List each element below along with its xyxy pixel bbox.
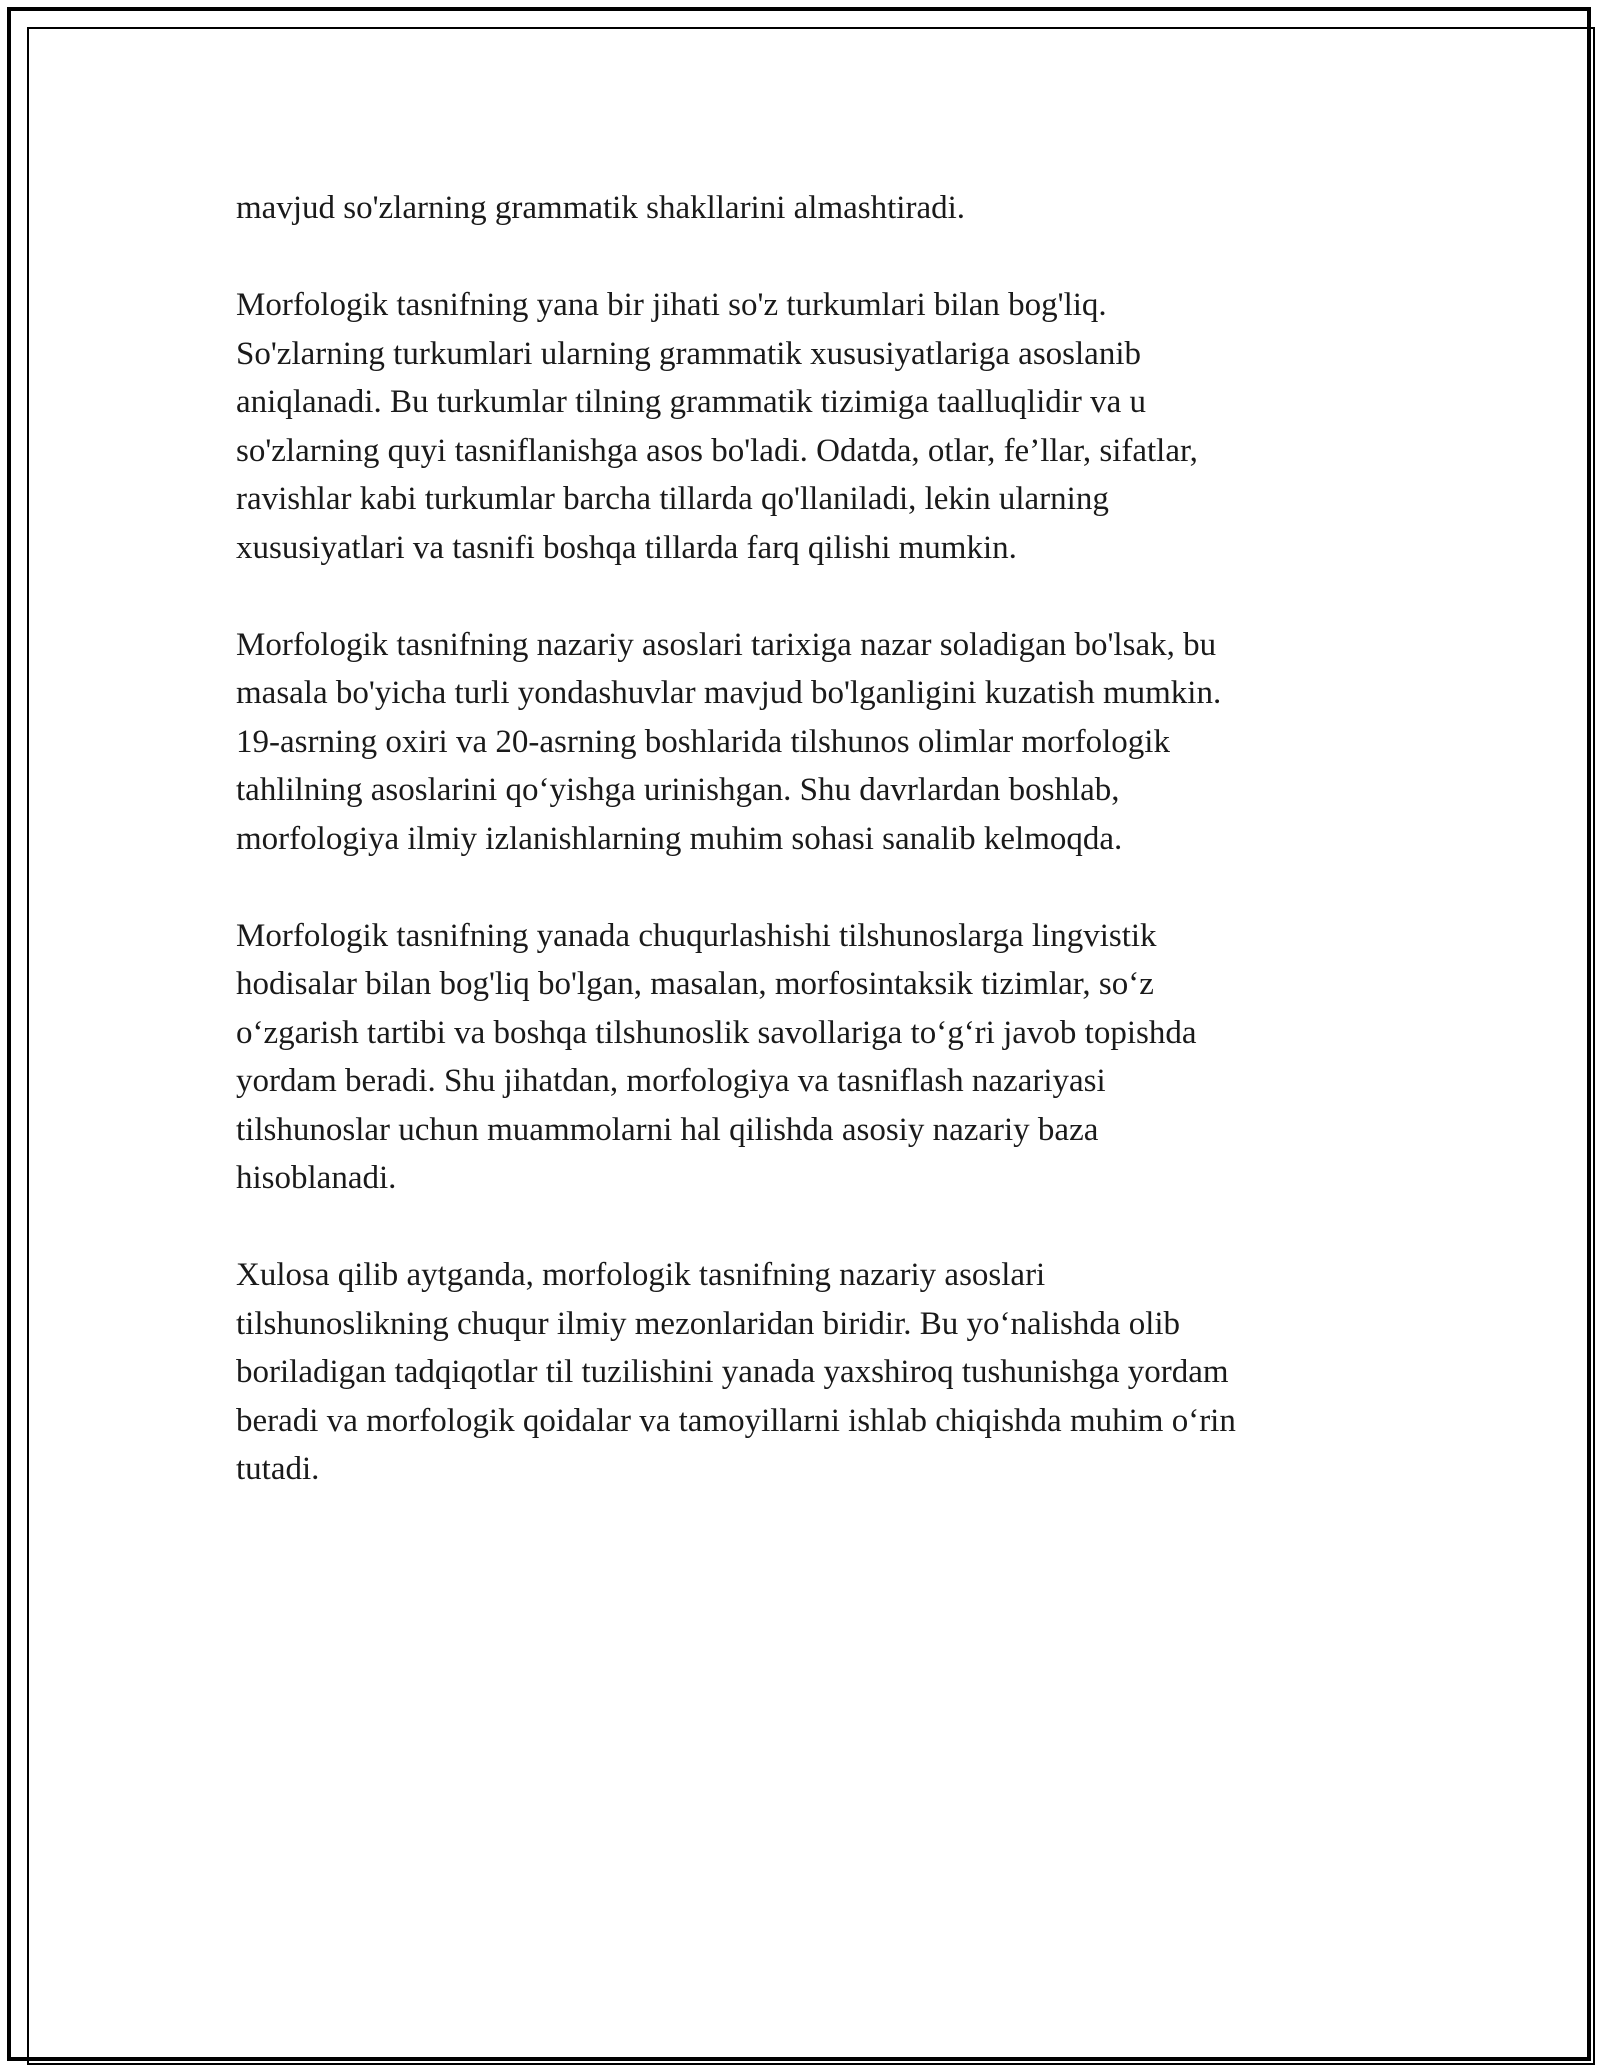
document-body <box>236 184 1356 1494</box>
paragraph-5: Xulosa qilib aytganda, morfologik tasnifning nazariy asoslari tilshunoslikning chuqur ilmiy mezonlaridan biridir. Bu yo‘nalishda olib boriladigan tadqiqotlar til tuzilishini yanada yaxshiroq tushunishga yordam beradi va morfologik qoidalar va tamoyillarni ishlab chiqishda muhim o‘rin tutadi. <box>236 1257 1236 1487</box>
paragraph-2: Morfologik tasnifning yana bir jihati so'z turkumlari bilan bog'liq. So'zlarning turkumlari ularning grammatik xususiyatlariga asoslanib aniqlanadi. Bu turkumlar tilning grammatik tizimiga taalluqlidir va u so'zlarning quyi tasniflanishga asos bo'ladi. Odatda, otlar, fe’llar, sifatlar, ravishlar kabi turkumlar barcha tillarda qo'llaniladi, lekin ularning xususiyatlari va tasnifi boshqa tillarda farq qilishi mumkin. <box>236 287 1198 566</box>
paragraph-3: Morfologik tasnifning nazariy asoslari tarixiga nazar soladigan bo'lsak, bu masala bo'yicha turli yondashuvlar mavjud bo'lganligini kuzatish mumkin. 19-asrning oxiri va 20-asrning boshlarida tilshunos olimlar morfologik tahlilning asoslarini qo‘yishga urinishgan. Shu davrlardan boshlab, morfologiya ilmiy izlanishlarning muhim sohasi sanalib kelmoqda. <box>236 626 1222 857</box>
paragraph-4: Morfologik tasnifning yanada chuqurlashishi tilshunoslarga lingvistik hodisalar bilan bog'liq bo'lgan, masalan, morfosintaksik tizimlar, so‘z o‘zgarish tartibi va boshqa tilshunoslik savollariga to‘g‘ri javob topishda yordam beradi. Shu jihatdan, morfologiya va tasniflash nazariyasi tilshunoslar uchun muammolarni hal qilishda asosiy nazariy baza hisoblanadi. <box>236 917 1197 1196</box>
paragraph-1: mavjud so'zlarning grammatik shakllarini almashtiradi. <box>236 190 966 226</box>
